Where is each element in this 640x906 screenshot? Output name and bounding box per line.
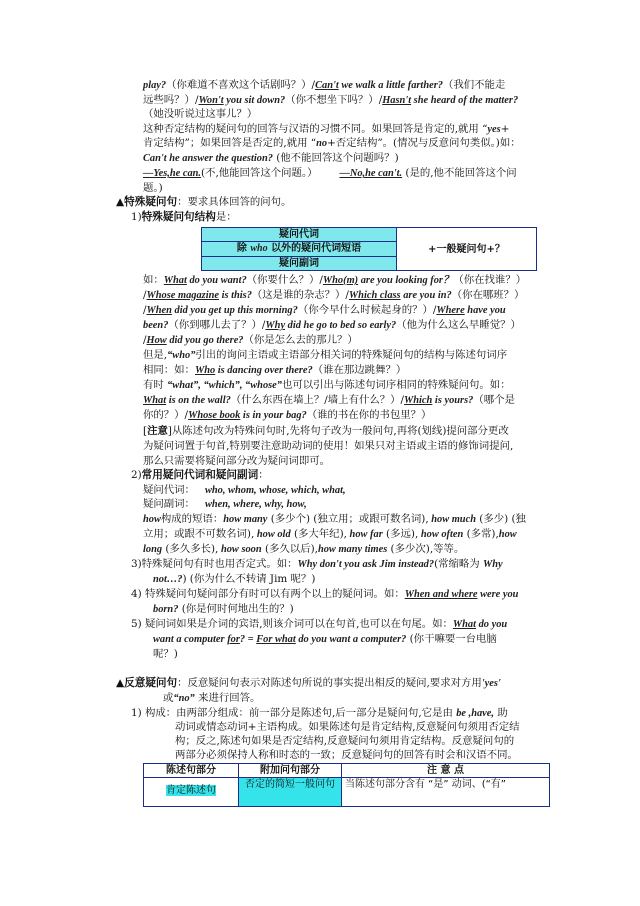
en-text: Where <box>436 305 465 316</box>
cn-text: [ <box>143 425 148 437</box>
text-line <box>143 349 507 362</box>
cn-text: 除 <box>236 243 251 255</box>
table-cell <box>202 242 397 256</box>
en-text: not…? <box>153 574 183 585</box>
cn-text: 3)特殊疑问句有时也用否定式。如： <box>131 558 298 570</box>
en-text: Whose magazine <box>146 290 219 301</box>
en-text: how many <box>223 514 268 525</box>
en-text: want a computer <box>153 634 228 645</box>
en-text: Which class <box>348 290 401 301</box>
en-text: —No,he can't. <box>339 168 403 179</box>
text-line <box>131 588 518 601</box>
text-line <box>143 364 406 377</box>
note-line: 为疑问词置于句首,特别要注意助动词的使用！如果只对主语或主语的修饰词提问, <box>143 440 514 452</box>
table-header: 陈述句部分 <box>144 764 239 778</box>
cn-text: ]从陈述句改为特殊问句时,先将句子改为一般问句,再将(划线)提问部分更改 <box>167 425 509 437</box>
cn-text: 相同：如： <box>143 364 195 376</box>
cn-text: 以外的疑问代词短语 <box>267 243 362 255</box>
en-text: Won't <box>198 95 224 106</box>
table-header: 注 意 点 <box>342 764 550 778</box>
en-text: When and where <box>404 589 478 600</box>
text-line <box>143 289 524 302</box>
text-line <box>143 394 515 407</box>
en-text: how old <box>254 529 291 540</box>
heading-text: 特殊疑问句结构 <box>141 211 216 223</box>
text-line: 呢？) <box>153 648 178 660</box>
en-text: be ,have, <box>456 708 495 719</box>
cn-text: （你是怎么去的那儿？） <box>243 334 358 346</box>
cn-text: 或 <box>163 692 174 704</box>
table-cell: 当陈述句部分含有 “是” 动词、(“有” <box>342 778 550 807</box>
text-line <box>131 618 507 631</box>
text-line: 题。) <box>143 182 163 194</box>
cn-text: （你到哪儿去了？）/ <box>168 319 266 331</box>
en-text: Why <box>483 559 503 570</box>
cn-text: (你干嘛要一台电脑 <box>406 633 497 645</box>
cn-text: 如： <box>143 274 164 286</box>
cn-text: 你的？）/ <box>143 409 189 421</box>
text-line <box>143 543 464 556</box>
cn-text: 来进行回答。 <box>194 692 261 704</box>
en-text: Who <box>194 365 216 376</box>
en-text: how many times <box>317 544 388 555</box>
cn-text: (多久以后), <box>261 543 318 555</box>
text-line <box>143 167 517 180</box>
text-line: （她没听说过这事儿？） <box>143 108 258 120</box>
en-text: Which <box>404 395 433 406</box>
section-heading <box>116 196 291 209</box>
note-line: 那么只需要将疑问部分改为疑问词即可。 <box>143 455 331 467</box>
en-text: we walk a little farther? <box>338 80 443 91</box>
en-text: Can't <box>315 80 339 91</box>
en-text: did you get up this morning? <box>171 305 298 316</box>
cn-text: (多久多长), <box>162 543 219 555</box>
text-line <box>143 319 521 332</box>
cn-text: （谁的书在你的书包里？） <box>306 409 432 421</box>
en-text: is dancing over there? <box>215 365 313 376</box>
cn-text: (多少次),等等。 <box>387 543 465 555</box>
en-text: Why <box>265 320 286 331</box>
cn-text: 构成的短语： <box>160 513 224 525</box>
cn-text: (他不能回答这个问题吗？) <box>272 152 399 164</box>
en-text: no <box>316 138 328 149</box>
en-text: play? <box>143 80 167 91</box>
cn-text: （谁在那边跳舞？） <box>312 364 407 376</box>
en-text: who <box>250 243 268 255</box>
en-text: yes <box>487 124 501 135</box>
subsection-heading <box>131 211 237 224</box>
cn-text: / <box>143 304 147 316</box>
cn-text: +否定结构”。(情况与反意问句类似。)如： <box>327 137 521 149</box>
en-text: have you <box>464 305 506 316</box>
cn-text: 也可以引出与陈述句词序相同的特殊疑问句。如： <box>282 379 511 391</box>
en-text: born? <box>153 604 179 615</box>
cn-text: (多大年纪), <box>290 528 347 540</box>
tag-question-table <box>143 763 550 807</box>
en-text: do you <box>476 619 508 630</box>
en-text: were you <box>477 589 519 600</box>
cn-text: 4) 特殊疑问句疑问部分有时可以有两个以上的疑问词。如： <box>131 588 405 600</box>
cn-text: （哪个是 <box>473 394 515 406</box>
text-line <box>153 573 315 586</box>
cn-text: 是： <box>215 211 237 223</box>
table-header: 附加问句部分 <box>239 764 342 778</box>
text-line: 构；反之,陈述句如果是否定结构,反意疑问句须用肯定结构。反意疑问句的 <box>175 735 515 747</box>
structure-table <box>201 227 537 271</box>
cn-text: （你要什么？）/ <box>246 274 323 286</box>
text-line <box>143 274 526 287</box>
en-text: how often <box>418 529 464 540</box>
cn-text: （我们不能走 <box>442 79 506 91</box>
cn-text: (多远), <box>382 528 419 540</box>
text-line <box>131 558 503 571</box>
cn-text: (多少) (独 <box>475 513 526 525</box>
en-text: “what”, “which”, “whose” <box>167 380 282 391</box>
cn-text: （什么东西在墙上？/墙上有什么？）/ <box>230 394 405 406</box>
en-text: been? <box>143 320 169 331</box>
en-text: is yours? <box>432 395 474 406</box>
text-line <box>143 123 509 136</box>
cn-text: (是的,他不能回答这个问 <box>402 167 517 179</box>
text-line <box>143 152 399 165</box>
text-line <box>143 498 307 511</box>
cn-text: (多常), <box>463 528 499 540</box>
cn-text: 但是, <box>143 349 168 361</box>
cn-text: （你今早什么时候起身的？）/ <box>297 304 437 316</box>
text-line <box>131 707 508 720</box>
cn-text: 有时 <box>143 379 168 391</box>
en-text: do you want a computer? <box>295 634 407 645</box>
heading-text: ▲特殊疑问句 <box>116 196 178 208</box>
cn-text: ) (你为什么不转请 Jim 呢？) <box>182 573 316 585</box>
en-text: how <box>498 529 517 540</box>
cn-text: 助 <box>494 707 508 719</box>
cn-text: 疑问副词： <box>143 498 195 510</box>
en-text: how much <box>428 514 476 525</box>
en-text: Why don't you ask Jim instead? <box>297 559 435 570</box>
cn-text: 2) <box>131 469 142 481</box>
cn-text: 立用；或跟不可数名词), <box>143 528 255 540</box>
text-line <box>143 137 521 150</box>
cn-text: (多少个) (独立用；或跟可数名词), <box>267 513 429 525</box>
en-text: What <box>143 395 167 406</box>
cn-text: 1) 构成：由两部分组成：前一部分是陈述句,后一部分是疑问句,它是由 <box>131 707 457 719</box>
cn-text: 引出的询问主语或主语部分相关词的特殊疑问句的结构与陈述句词序 <box>195 349 508 361</box>
highlight-text: 肯定陈述句 <box>166 785 216 796</box>
table-cell: 疑问副词 <box>202 256 397 270</box>
en-text: you sit down? <box>223 95 286 106</box>
cn-text: (不,他能回答这个问题。） <box>201 167 318 179</box>
cn-text: (你是何时何地出生的？) <box>178 603 294 615</box>
text-line <box>163 692 260 705</box>
text-line <box>143 379 511 392</box>
en-text: Can't he answer the question? <box>143 153 273 164</box>
en-text: For what <box>256 634 296 645</box>
cn-text: ：要求具体回答的问句。 <box>177 196 292 208</box>
cn-text: （这是谁的杂志？）/ <box>251 289 349 301</box>
text-line <box>143 304 506 317</box>
cn-text: 5) 疑问词如果是介词的宾语,则该介词可以在句首,也可以在句尾。如： <box>131 618 453 630</box>
cn-text: 疑问代词： <box>143 484 195 496</box>
en-text: How <box>146 335 167 346</box>
en-text: What <box>452 619 477 630</box>
en-text: how <box>143 514 161 525</box>
en-text: are you in? <box>400 290 452 301</box>
cn-text: + <box>500 123 510 135</box>
en-text: she heard of the matter? <box>411 95 519 106</box>
text-line <box>143 409 431 422</box>
cn-text: 这种否定结构的疑问句的回答与汉语的习惯不同。如果回答是肯定的,就用 “ <box>143 123 488 135</box>
text-line <box>143 484 346 497</box>
en-text: “who” <box>167 350 196 361</box>
text-line: 动词或情态动词+主语构成。如果陈述句是肯定结构,反意疑问句须用否定结 <box>175 721 520 733</box>
text-line <box>143 334 358 347</box>
text-line <box>143 79 505 92</box>
en-text: is in your bag? <box>240 410 307 421</box>
section-heading <box>116 677 501 690</box>
cn-text: 肯定结构”；如果回答是否定的,就用 “ <box>143 137 317 149</box>
cn-text: （他为什么这么早睡觉？） <box>396 319 521 331</box>
en-text: When <box>146 305 172 316</box>
en-text: did he go to bed so early? <box>285 320 397 331</box>
text-line <box>143 513 526 526</box>
cn-text: / <box>143 289 147 301</box>
text-line <box>153 633 497 646</box>
heading-text: 常用疑问代词和疑问副词 <box>141 469 259 481</box>
en-text: is this? <box>218 290 252 301</box>
cn-text: 1) <box>131 211 142 223</box>
text-line <box>143 94 518 107</box>
en-text: What <box>163 275 187 286</box>
en-text: are you looking for？ <box>358 275 454 286</box>
en-text: when, where, why, how, <box>204 499 307 510</box>
en-text: 'yes' <box>481 678 501 689</box>
cn-text: 远些吗？）/ <box>143 94 199 106</box>
table-cell <box>144 778 239 807</box>
en-text: who, whom, whose, which, what, <box>204 485 346 496</box>
cn-text: （你在哪班？） <box>451 289 525 301</box>
cn-text: （你在找谁？） <box>453 274 527 286</box>
text-line: 两部分必须保持人称和时态的一致；反意疑问句的回答有时会和汉语不同。 <box>175 749 518 761</box>
table-cell: 否定的简短一般问句 <box>239 778 342 807</box>
en-text: for <box>227 634 240 645</box>
cn-text: ：反意疑问句表示对陈述句所说的事实提出相反的疑问,要求对方用 <box>177 677 482 689</box>
heading-text: ▲反意疑问句 <box>116 677 178 689</box>
en-text: “no” <box>173 693 195 704</box>
cn-text: ： <box>258 469 269 481</box>
subsection-heading <box>131 469 269 482</box>
text-line <box>153 603 294 616</box>
note-label: 注意 <box>147 425 168 437</box>
en-text: do you want? <box>186 275 247 286</box>
cn-text: （你不想坐下吗？）/ <box>285 94 383 106</box>
en-text: ? = <box>239 634 257 645</box>
en-text: did you go there? <box>166 335 244 346</box>
table-cell: +一般疑问句+？ <box>397 228 537 271</box>
cn-text: (常缩略为 <box>434 558 483 570</box>
table-cell: 疑问代词 <box>202 228 397 242</box>
en-text: how soon <box>218 544 262 555</box>
en-text <box>298 559 435 570</box>
cn-text: （你难道不喜欢这个话剧吗？）/ <box>166 79 316 91</box>
cn-text: / <box>143 334 147 346</box>
en-text: —Yes,he can. <box>143 168 202 179</box>
en-text: is on the wall? <box>166 395 231 406</box>
en-text: how far <box>346 529 383 540</box>
en-text: Who(m) <box>322 275 359 286</box>
note-line <box>143 425 509 438</box>
en-text: Hasn't <box>382 95 412 106</box>
en-text: long <box>143 544 163 555</box>
text-line <box>143 528 517 541</box>
en-text: Whose book <box>188 410 241 421</box>
